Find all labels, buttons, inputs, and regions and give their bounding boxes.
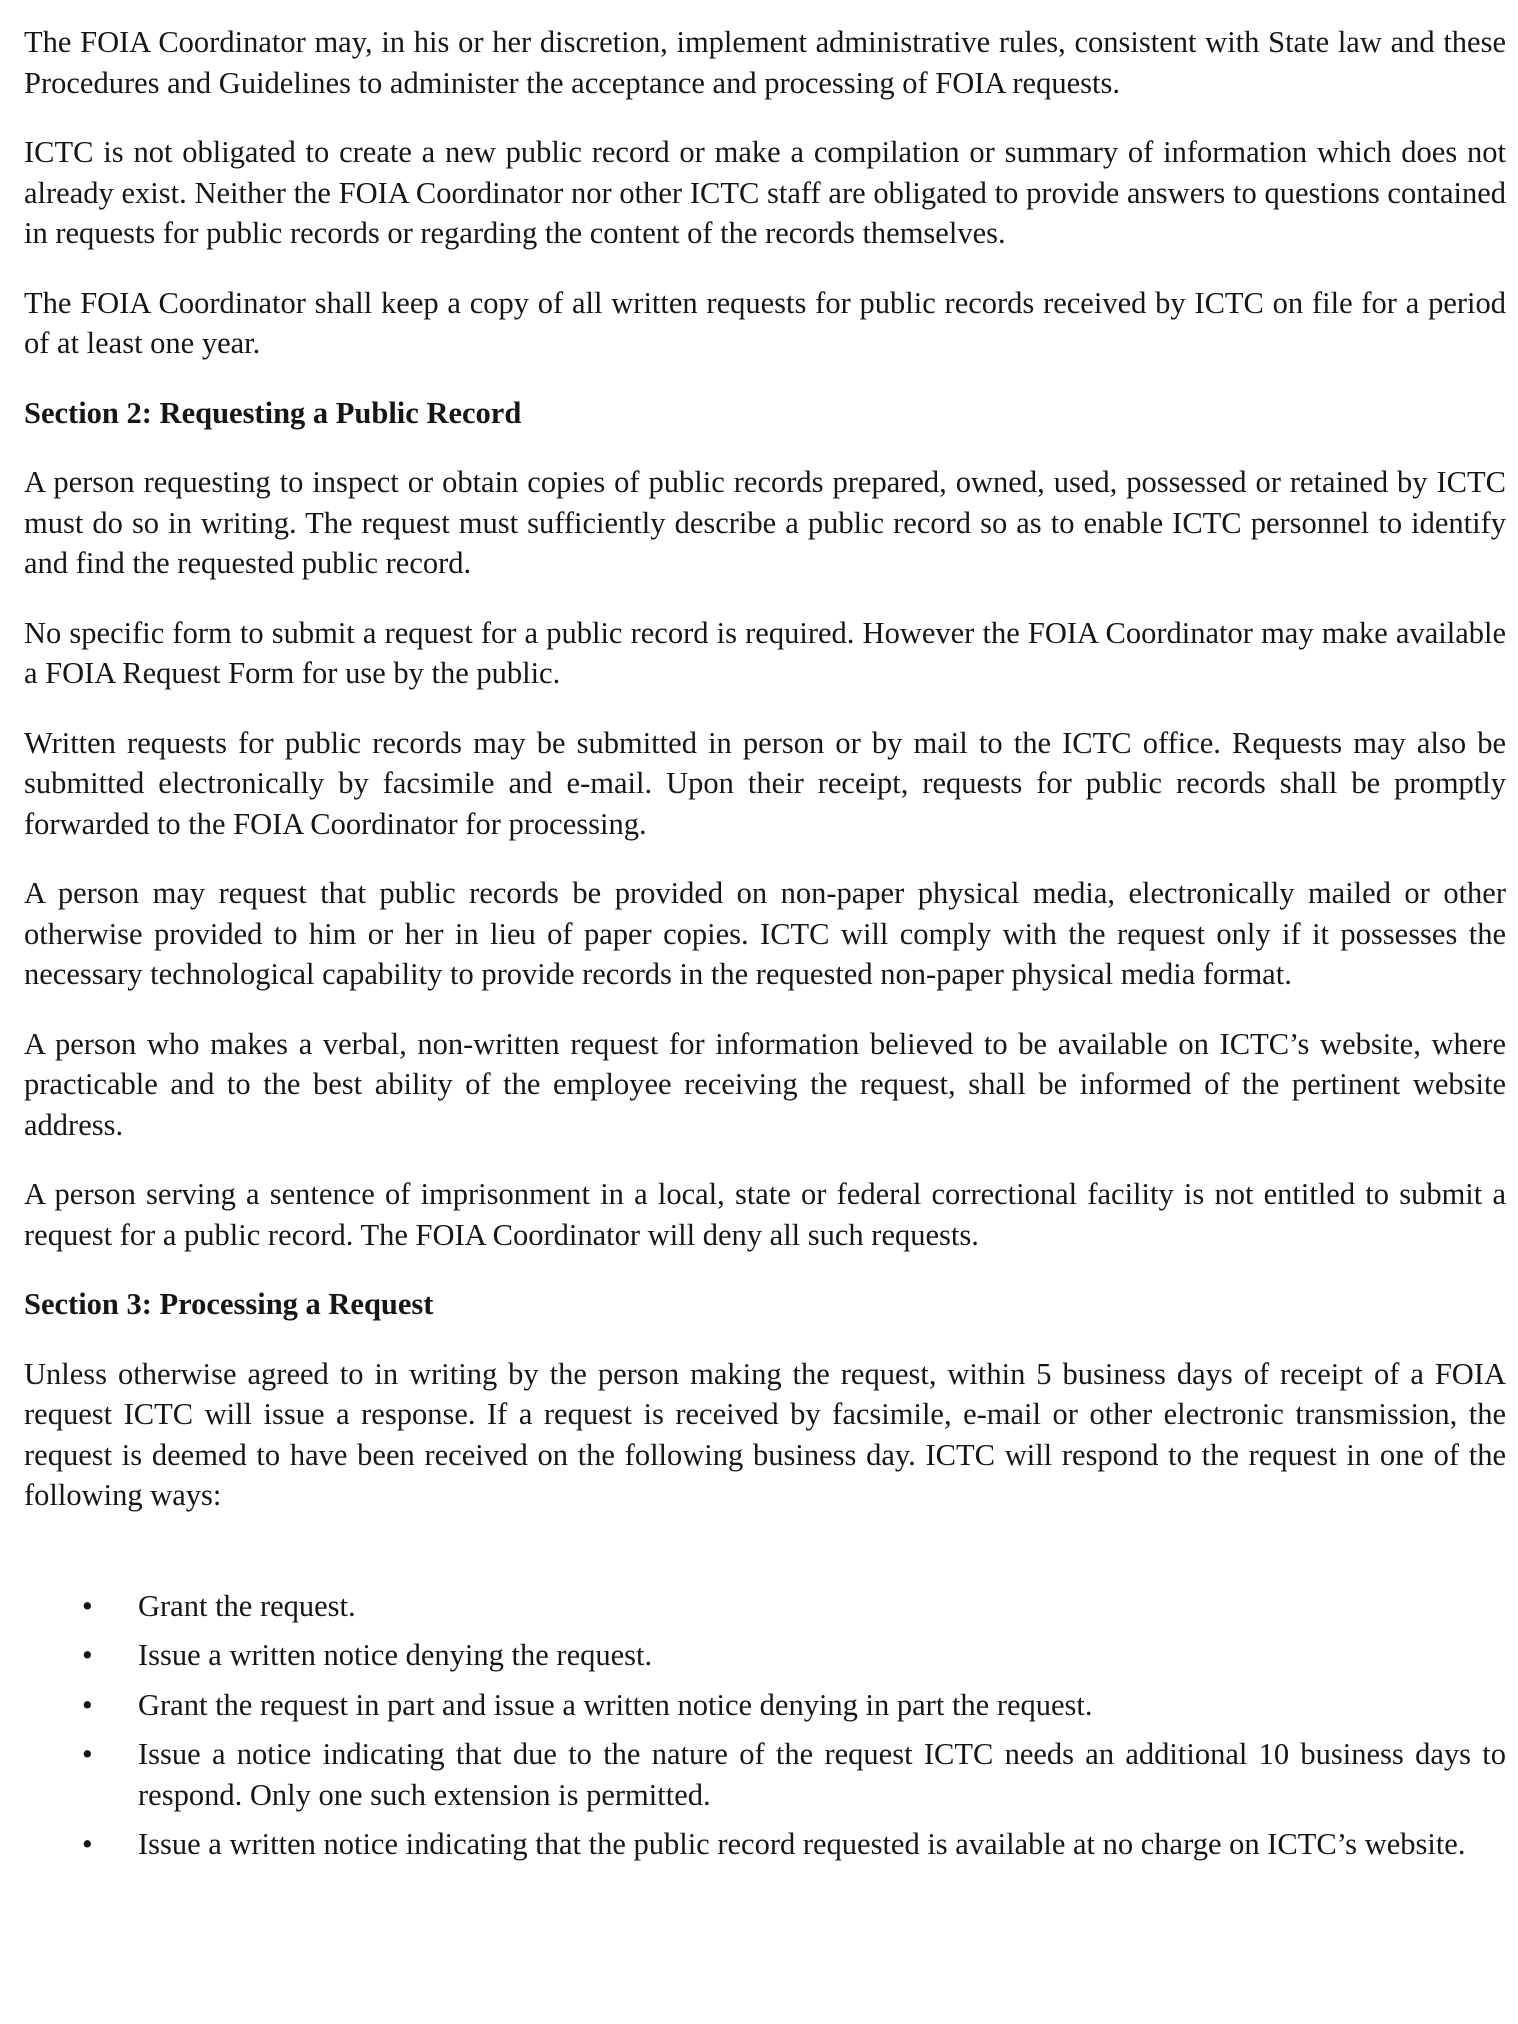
list-item xyxy=(24,1586,1506,1627)
section-2-paragraph: A person serving a sentence of imprisonment in a local, state or federal correctional facility is not entitled to submit a request for a public record. The FOIA Coordinator will deny all such requests. xyxy=(24,1177,1506,1252)
section-2-heading: Section 2: Requesting a Public Record xyxy=(24,395,522,430)
section-2-paragraph: Written requests for public records may be submitted in person or by mail to the ICTC office. Requests may also be submitted electronically by facsimile and e-mail. Upon their receipt, requests for public records shall be promptly forwarded to the FOIA Coordinator for processing. xyxy=(24,725,1506,841)
list-item-text: Grant the request in part and issue a written notice denying in part the request. xyxy=(138,1687,1093,1722)
section-2-paragraph: A person requesting to inspect or obtain copies of public records prepared, owned, used, possessed or retained by ICTC must do so in writing. The request must sufficiently describe a public record so as to enable ICTC personnel to identify and find the requested public record. xyxy=(24,465,1506,580)
intro-paragraph: The FOIA Coordinator shall keep a copy of all written requests for public records received by ICTC on file for a period of at least one year. xyxy=(24,285,1506,360)
list-item xyxy=(24,1734,1506,1815)
list-item xyxy=(24,1685,1506,1726)
list-item-text: Grant the request. xyxy=(138,1588,356,1623)
bullet-icon: • xyxy=(82,1737,93,1771)
list-item-text: Issue a notice indicating that due to the nature of the request ICTC needs an additional 10 business days to respond. Only one such extension is permitted. xyxy=(138,1737,1506,1812)
list-item xyxy=(24,1635,1506,1676)
bullet-icon: • xyxy=(82,1638,93,1672)
response-options-list xyxy=(24,1586,1506,1865)
list-item-text: Issue a written notice denying the request. xyxy=(138,1638,653,1672)
bullet-icon: • xyxy=(82,1687,93,1722)
bullet-icon: • xyxy=(82,1588,93,1623)
intro-paragraph: ICTC is not obligated to create a new public record or make a compilation or summary of information which does not already exist. Neither the FOIA Coordinator nor other ICTC staff are obligated to provide answers to questions contained in requests for public records or regarding the content of the records themselves. xyxy=(24,135,1506,250)
bullet-icon: • xyxy=(82,1827,93,1861)
section-3-paragraph: Unless otherwise agreed to in writing by the person making the request, within 5 business days of receipt of a FOIA request ICTC will issue a response. If a request is received by facsimile, e-mail or other electronic transmission, the request is deemed to have been received on the following business day. ICTC will respond to the request in one of the following ways: xyxy=(24,1356,1506,1512)
list-item xyxy=(24,1824,1506,1865)
section-2-paragraph: A person may request that public records be provided on non-paper physical media, electronically mailed or other otherwise provided to him or her in lieu of paper copies. ICTC will comply with the request only if it possesses the necessary technological capability to provide records in the requested non-paper physical media format. xyxy=(24,876,1506,991)
intro-paragraph: The FOIA Coordinator may, in his or her discretion, implement administrative rules, consistent with State law and these Procedures and Guidelines to administer the acceptance and processing of FOIA requests. xyxy=(24,25,1506,100)
document-page xyxy=(24,22,1506,1874)
list-item-text: Issue a written notice indicating that the public record requested is available at no charge on ICTC’s website. xyxy=(138,1827,1466,1861)
section-3-heading: Section 3: Processing a Request xyxy=(24,1287,434,1321)
section-2-paragraph: A person who makes a verbal, non-written request for information believed to be available on ICTC’s website, where practicable and to the best ability of the employee receiving the request, shall be informed of the pertinent website address. xyxy=(24,1026,1506,1142)
section-2-paragraph: No specific form to submit a request for a public record is required. However the FOIA Coordinator may make available a FOIA Request Form for use by the public. xyxy=(24,615,1506,690)
